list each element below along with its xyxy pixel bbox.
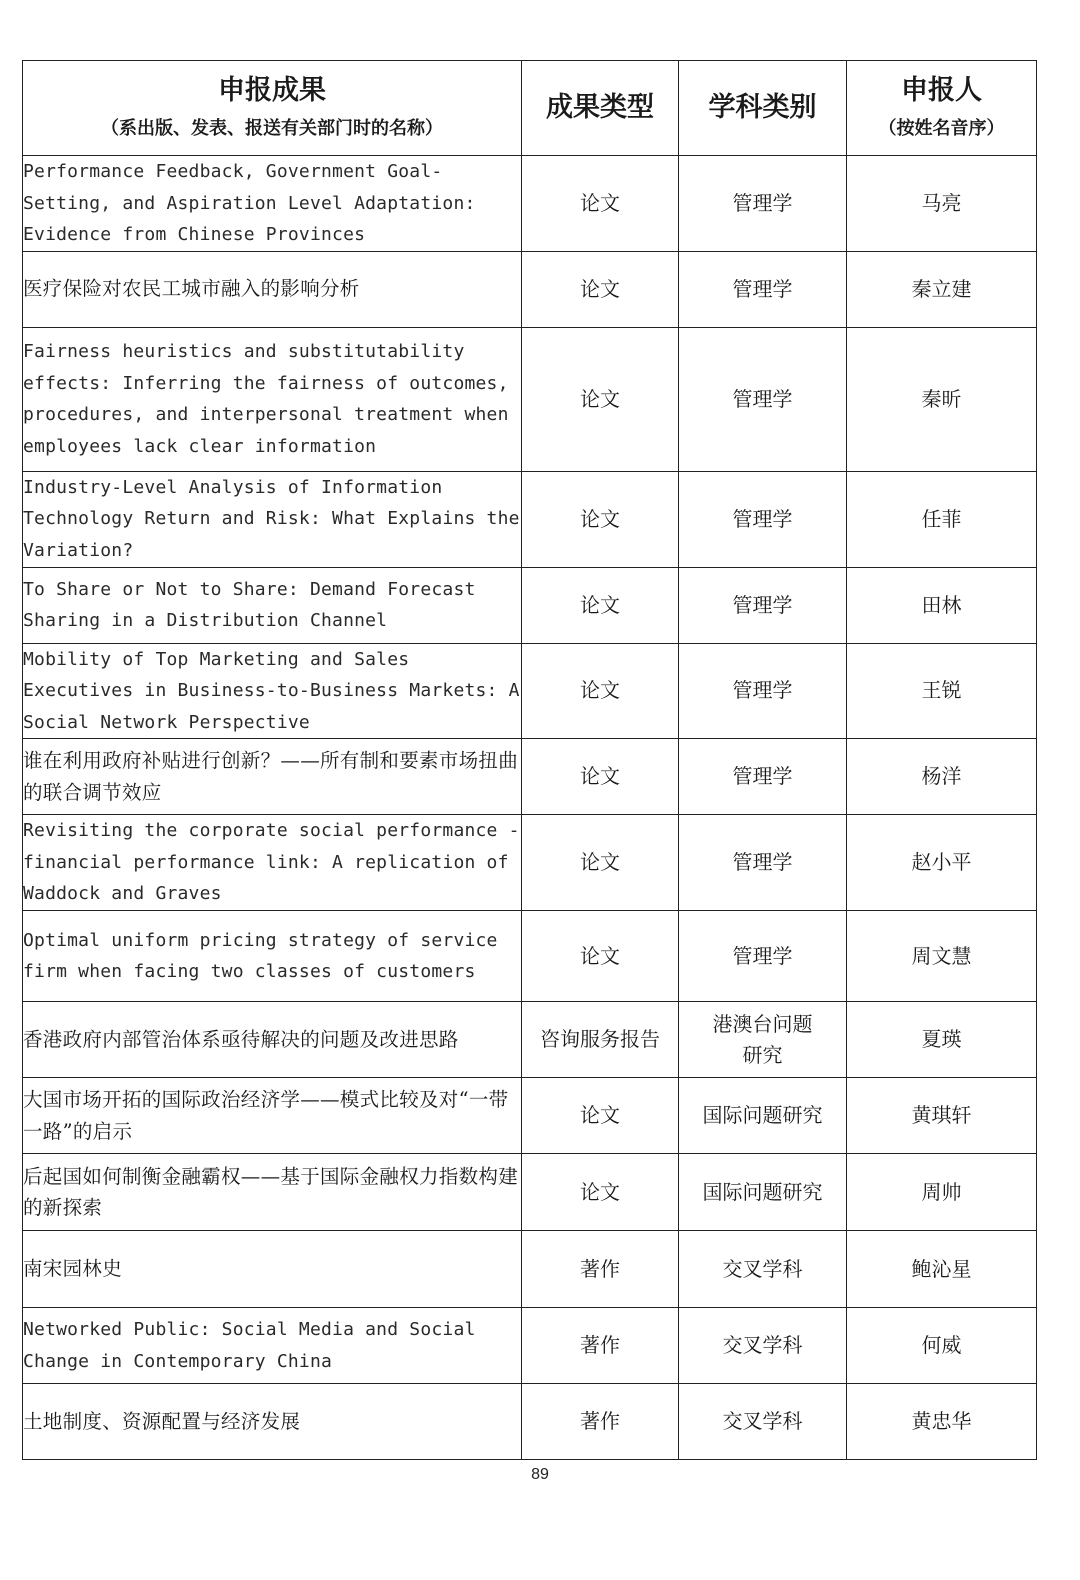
achievement-discipline: 管理学 <box>679 156 847 252</box>
achievement-type: 论文 <box>522 815 679 911</box>
achievement-discipline: 管理学 <box>679 567 847 643</box>
achievement-discipline: 港澳台问题研究 <box>679 1002 847 1078</box>
achievement-discipline: 管理学 <box>679 815 847 911</box>
achievement-title: 香港政府内部管治体系亟待解决的问题及改进思路 <box>23 1002 522 1078</box>
achievement-discipline: 交叉学科 <box>679 1231 847 1308</box>
achievement-discipline: 交叉学科 <box>679 1308 847 1384</box>
header-discipline <box>679 61 847 156</box>
achievement-discipline: 管理学 <box>679 471 847 567</box>
applicant-name: 鲍沁星 <box>847 1231 1037 1308</box>
achievement-title: Industry-Level Analysis of Information Technology Return and Risk: What Explains the Variation? <box>23 471 522 567</box>
table-row <box>23 643 1037 739</box>
achievement-discipline: 管理学 <box>679 911 847 1002</box>
header-applicant-title: 申报人 <box>901 75 982 106</box>
table-row <box>23 251 1037 327</box>
achievement-title: Performance Feedback, Government Goal-Setting, and Aspiration Level Adaptation: Evidence from Chinese Provinces <box>23 156 522 252</box>
table-row <box>23 156 1037 252</box>
awards-table <box>22 60 1037 1460</box>
achievement-title: 大国市场开拓的国际政治经济学——模式比较及对“一带一路”的启示 <box>23 1078 522 1154</box>
applicant-name: 赵小平 <box>847 815 1037 911</box>
achievement-type: 论文 <box>522 739 679 815</box>
applicant-name: 王锐 <box>847 643 1037 739</box>
header-type-label: 成果类型 <box>546 92 654 123</box>
header-type <box>522 61 679 156</box>
table-row <box>23 1308 1037 1384</box>
table-row <box>23 1078 1037 1154</box>
applicant-name: 黄忠华 <box>847 1384 1037 1460</box>
table-row <box>23 1231 1037 1308</box>
achievement-discipline: 管理学 <box>679 739 847 815</box>
achievement-type: 论文 <box>522 251 679 327</box>
table-row <box>23 471 1037 567</box>
achievement-type: 论文 <box>522 911 679 1002</box>
table-row <box>23 567 1037 643</box>
achievement-title: Optimal uniform pricing strategy of service firm when facing two classes of customers <box>23 911 522 1002</box>
table-row <box>23 327 1037 471</box>
table-row <box>23 1384 1037 1460</box>
achievement-discipline: 交叉学科 <box>679 1384 847 1460</box>
header-achievement <box>23 61 522 156</box>
applicant-name: 杨洋 <box>847 739 1037 815</box>
achievement-type: 论文 <box>522 156 679 252</box>
achievement-title: Fairness heuristics and substitutability effects: Inferring the fairness of outcomes, procedures, and interpersonal treatment when employees lack clear information <box>23 327 522 471</box>
applicant-name: 秦昕 <box>847 327 1037 471</box>
achievement-type: 论文 <box>522 643 679 739</box>
achievement-type: 论文 <box>522 1154 679 1231</box>
achievement-discipline: 管理学 <box>679 327 847 471</box>
achievement-title: 医疗保险对农民工城市融入的影响分析 <box>23 251 522 327</box>
achievement-title: Revisiting the corporate social performance - financial performance link: A replication of Waddock and Graves <box>23 815 522 911</box>
achievement-discipline: 国际问题研究 <box>679 1078 847 1154</box>
table-row <box>23 911 1037 1002</box>
achievement-type: 论文 <box>522 1078 679 1154</box>
applicant-name: 秦立建 <box>847 251 1037 327</box>
applicant-name: 黄琪轩 <box>847 1078 1037 1154</box>
header-applicant <box>847 61 1037 156</box>
applicant-name: 田林 <box>847 567 1037 643</box>
achievement-discipline: 管理学 <box>679 643 847 739</box>
achievement-type: 著作 <box>522 1308 679 1384</box>
applicant-name: 任菲 <box>847 471 1037 567</box>
header-achievement-title: 申报成果 <box>218 75 326 106</box>
table-header-row <box>23 61 1037 156</box>
achievement-type: 咨询服务报告 <box>522 1002 679 1078</box>
applicant-name: 周帅 <box>847 1154 1037 1231</box>
achievement-title: 土地制度、资源配置与经济发展 <box>23 1384 522 1460</box>
achievement-title: 谁在利用政府补贴进行创新？——所有制和要素市场扭曲的联合调节效应 <box>23 739 522 815</box>
applicant-name: 周文慧 <box>847 911 1037 1002</box>
achievement-discipline: 管理学 <box>679 251 847 327</box>
achievement-type: 论文 <box>522 327 679 471</box>
table-row <box>23 815 1037 911</box>
table-row <box>23 1002 1037 1078</box>
applicant-name: 何威 <box>847 1308 1037 1384</box>
achievement-type: 著作 <box>522 1231 679 1308</box>
header-achievement-note: （系出版、发表、报送有关部门时的名称） <box>101 118 443 139</box>
achievement-title: 后起国如何制衡金融霸权——基于国际金融权力指数构建的新探索 <box>23 1154 522 1231</box>
page-number: 89 <box>531 1466 549 1483</box>
applicant-name: 夏瑛 <box>847 1002 1037 1078</box>
achievement-type: 论文 <box>522 567 679 643</box>
achievement-title: 南宋园林史 <box>23 1231 522 1308</box>
header-discipline-label: 学科类别 <box>708 92 817 123</box>
achievement-type: 论文 <box>522 471 679 567</box>
achievement-discipline: 国际问题研究 <box>679 1154 847 1231</box>
achievement-type: 著作 <box>522 1384 679 1460</box>
achievement-title: Networked Public: Social Media and Social Change in Contemporary China <box>23 1308 522 1384</box>
applicant-name: 马亮 <box>847 156 1037 252</box>
header-applicant-note: （按姓名音序） <box>878 118 1005 139</box>
achievement-title: Mobility of Top Marketing and Sales Executives in Business-to-Business Markets: A Social Network Perspective <box>23 643 522 739</box>
table-row <box>23 739 1037 815</box>
table-row <box>23 1154 1037 1231</box>
achievement-title: To Share or Not to Share: Demand Forecast Sharing in a Distribution Channel <box>23 567 522 643</box>
